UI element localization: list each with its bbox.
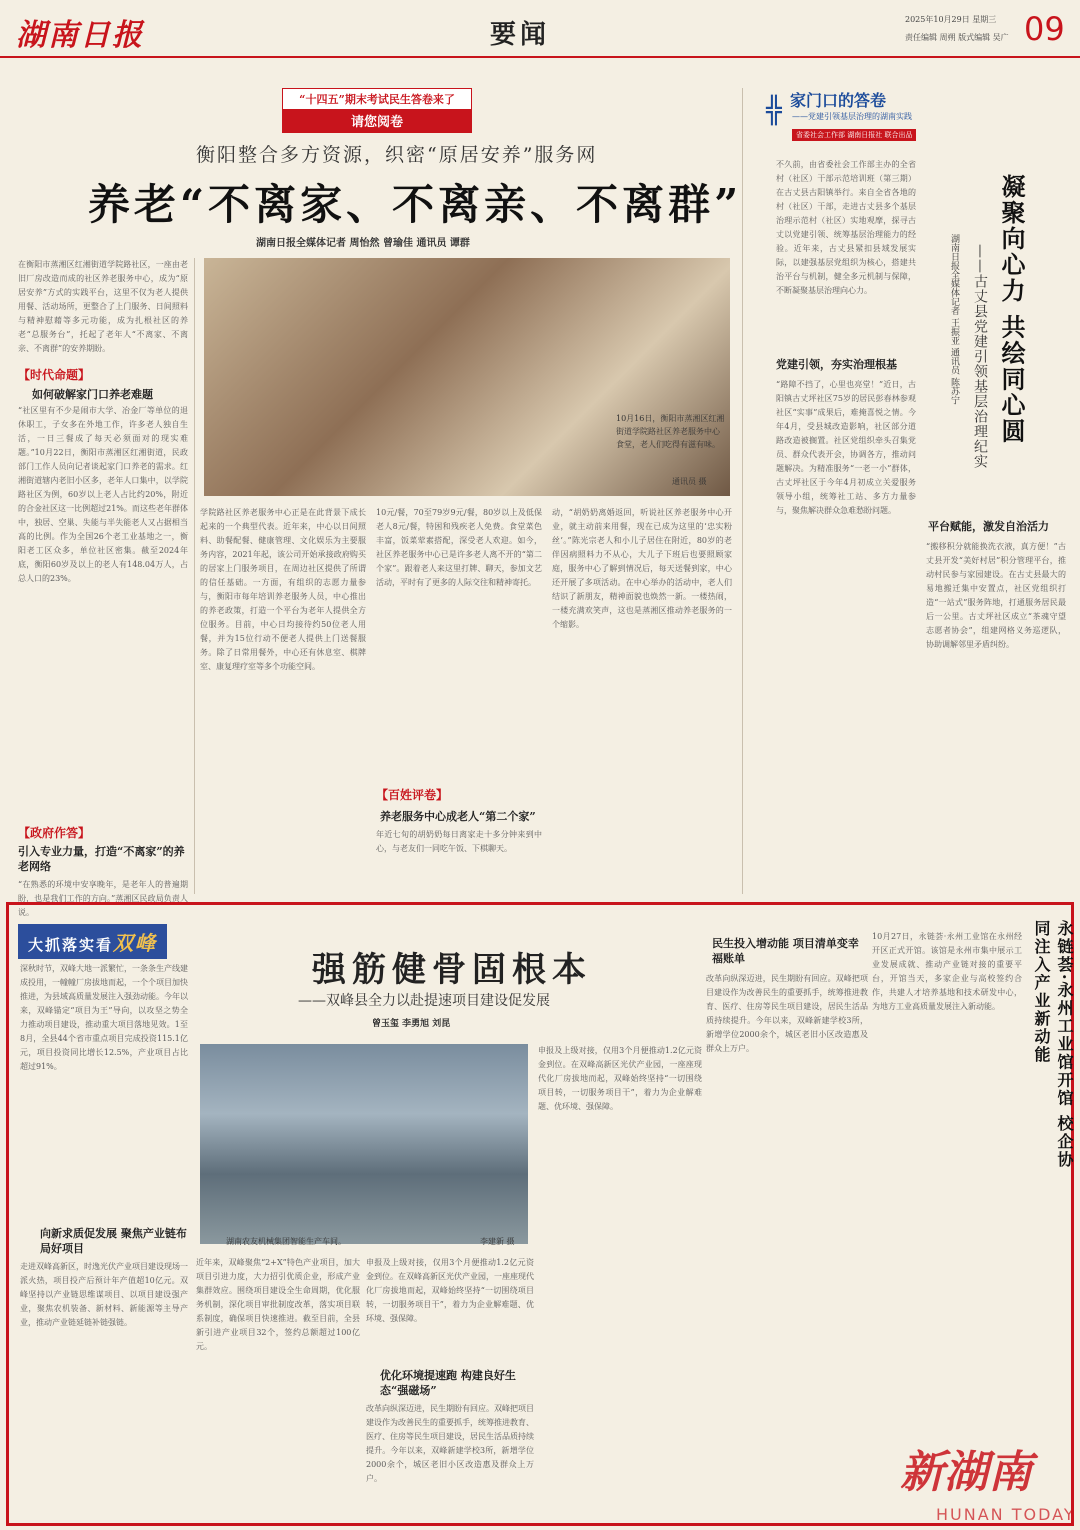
bottom-byline: 曾玉玺 李勇旭 刘昆	[372, 1019, 451, 1029]
series-kicker	[282, 88, 472, 133]
top-story-col2: 学院路社区养老服务中心正是在此背景下成长起来的一个典型代表。近年来，中心以日间照料、助餐配餐、健康管理、文化娱乐为主要服务内容，2021年起，该公司开始承接政府购买的居家上门服务项目，在周边社区提供了所谓的信任基础。一方面，有组织的志愿力量参与，衡阳市每年培训养老服务人员，中心推出的养老政策，打造一个平台为老年人提供全方位服务。目前，中心日均接待约50位老人用餐，并为15位行动不便老人提供上门送餐服务。除了日常用餐外，中心还有休息室、棋牌室、康复理疗室等多个功能空间。	[200, 508, 366, 671]
bottom-col5: 改革向纵深迈进，民生期盼有回应。双峰把项目建设作为改善民生的重要抓手，统筹推进教育、医疗、住房等民生项目建设，居民生活品质持续提升。今年以来，双峰新建学校3所，新增学位2000余个，城区老旧小区改造惠及群众上万户。	[706, 974, 868, 1053]
watermark-logo: 新湖南	[900, 1447, 1032, 1498]
bottom-col4: 申报及上级对接，仅用3个月便推动1.2亿元资金到位。在双峰高新区光伏产业园，一座座现代化厂房拔地而起，双峰始终坚持“一切围绕项目转，一切服务项目干”，着力为企业解难题、优环境、强保障。	[538, 1046, 702, 1111]
kicker-text: “十四五”期末考试民生答卷来了	[299, 93, 455, 106]
page-number: 09	[1024, 10, 1065, 48]
section-title-1: 如何破解家门口养老难题	[32, 388, 153, 401]
section-title: 要闻	[490, 20, 551, 50]
bottom-right-body: 10月27日，永链荟·永州工业馆在永州经开区正式开馆。该馆是永州市集中展示工业发展成就、推动产业链对接的重要平台，开馆当天，多家企业与高校签约合作，共建人才培养基地和技术研发中心，为地方工业高质量发展注入新动能。	[872, 932, 1022, 1011]
right-body-2: “搬移积分就能换洗衣液，真方便！”古丈县开发“美好村居”积分管理平台，推动村民参与家园建设。在古丈县最大的易地搬迁集中安置点，社区党组织打造“一站式”服务阵地，打通服务居民最后一公里。古丈坪社区成立“茶魂守望志愿者协会”，组建网格义务巡逻队，协助调解邻里矛盾纠纷。	[926, 542, 1066, 649]
column-tag-highlight: 双峰	[113, 931, 158, 955]
right-lead: 不久前，由省委社会工作部主办的全省村（社区）干部示范培训班（第三期）在古丈县古阳镇举行。来自全省各地的村（社区）干部，走进古丈县多个基层治理示范村（社区）实地观摩，探寻古丈以党建引领、统筹基层治理能力的经验。近年来，古丈县紧扣县域发展实际，以建强基层党组织为核心，搭建共治平台与机制，健全多元机制与保障，不断凝聚基层治理向心力。	[776, 160, 916, 295]
column-rule	[742, 88, 743, 894]
newspaper-logo: 湖南日报	[16, 18, 144, 53]
photo-caption: 10月16日，衡阳市蒸湘区红湘街道学院路社区养老服务中心食堂，老人们吃得有滋有味。	[616, 414, 725, 449]
column-rule	[194, 258, 195, 894]
bottom-headline: 强筋健骨固根本	[312, 950, 592, 990]
issue-date: 2025年10月29日 星期三	[905, 15, 997, 24]
series-header	[760, 88, 1060, 141]
section-label-3: 【百姓评卷】	[376, 788, 449, 802]
series-subtitle: ——党建引领基层治理的湖南实践	[792, 112, 912, 121]
bottom-right-headline: 永链荟·永州工业馆开馆 校企协同注入产业新动能	[1032, 920, 1074, 1170]
editor-credits: 责任编辑 周朔 版式编辑 吴广	[905, 33, 1009, 42]
series-logo-icon: ╬	[766, 96, 782, 126]
right-deck: ——古丈县党建引领基层治理纪实	[972, 244, 988, 469]
series-title: 家门口的答卷	[790, 91, 887, 110]
series-band: 省委社会工作部 湖南日报社 联合出品	[792, 129, 916, 141]
right-byline: 湖南日报全媒体记者 王振亚 通讯员 陈苏宁	[949, 234, 959, 405]
bottom-col3: 申报及上级对接，仅用3个月便推动1.2亿元资金到位。在双峰高新区光伏产业园，一座座现代化厂房拔地而起，双峰始终坚持“一切围绕项目转，一切服务项目干”，着力为企业解难题、优环境、强保障。	[366, 1258, 534, 1323]
photo2-caption: 湖南农友机械集团智能生产车间。	[226, 1237, 346, 1246]
bottom-col1b: 走进双峰高新区，时逸光伏产业项目建设现场一派火热，项目投产后预计年产值超10亿元。双峰坚持以产业链思维谋项目、以项目建设强产业，聚焦农机装备、新材料、新能源等主导产业，推动产业链延链补链强链。	[20, 1262, 188, 1327]
top-story-col1-tail: “在熟悉的环境中安享晚年，是老年人的普遍期盼，也是我们工作的方向。”蒸湘区民政局负责人说。	[18, 880, 188, 917]
bottom-subheading-3: 民生投入增动能 项目清单变幸福账单	[712, 937, 859, 965]
bottom-subheading-2: 优化环境提速跑 构建良好生态“强磁场”	[380, 1369, 516, 1397]
column-tag-text: 大抓落实看	[28, 936, 114, 954]
bottom-subheading-1: 向新求质促发展 聚焦产业链布局好项目	[40, 1227, 187, 1255]
right-body-1: “路障不挡了，心里也亮堂！”近日，古阳镇古丈坪社区75岁的居民彭春林参观社区“实事”成果后，难掩喜悦之情。今年4月，受县城改造影响，社区部分道路改造被搁置。社区党组织牵头召集党员、群众代表开会，协调各方，推动问题解决。为精准服务“一老一小”群体，古丈坪社区于今年4月初成立关爱服务领导小组，统筹社工站、多方力量参与，聚焦解决群众急难愁盼问题。	[776, 380, 916, 515]
bottom-col1: 深秋时节，双峰大地一派繁忙，一条条生产线建成投用，一幢幢厂房拔地而起，一个个项目加快推进，为县域高质量发展注入强劲动能。今年以来，双峰锚定“项目为王”导向，以攻坚之势全力推动项目建设，推动重大项目落地见效。1至8月，全县44个省市重点项目完成投资115.1亿元，项目投资同比增长12.5%，产业项目占比超过91%。	[20, 964, 188, 1071]
section-label-2: 【政府作答】	[18, 826, 91, 840]
elderly-dining-photo	[204, 258, 730, 496]
top-story-col1-body: “社区里有不少是闹市大学、冶金厂等单位的退休职工，子女多在外地工作，许多老人独自生活，一日三餐成了每天必须面对的现实难题。”10月22日，衡阳市蒸湘区红湘街道，民政部门工作人员向记者谈起家门口养老的需求。红湘街道辖内老旧小区多，老年人口集中，以学院路社区为例，60岁以上老人占比约20%，附近的合金社区这一比例超过21%。而这些老年群体中，独居、空巢、失能与半失能老人又占据相当高的比例。作为全国26个老工业基地之一，衡阳老工区众多，单位社区密集。截至2024年底，衡阳60岁及以上的老人有148.04万人，占总人口的23%。	[18, 406, 188, 583]
top-story-col4: 动，“胡奶奶离婚返回，听说社区养老服务中心开业，就主动前来用餐，现在已成为这里的‘忠实粉丝’。”陈光宗老人和小儿子居住在附近，80岁的老伴因病照料力不从心，大儿子下班后也要照顾家庭，服务中心了解到情况后，每天送餐到家，中心还开展了多项活动。在中心举办的活动中，老人们结识了新朋友，精神面貌也焕然一新。一楼热闹，一楼充满欢笑声，这也是蒸湘区推动养老服务的一个缩影。	[552, 508, 732, 629]
right-subheading-1: 党建引领，夯实治理根基	[776, 358, 897, 371]
section-label-1: 【时代命题】	[18, 368, 91, 382]
top-story-headline: 养老“不离家、不离亲、不离群”	[88, 180, 743, 229]
masthead	[0, 0, 1080, 58]
photo-credit: 通讯员 摄	[672, 477, 707, 486]
bottom-col3b: 改革向纵深迈进，民生期盼有回应。双峰把项目建设作为改善民生的重要抓手，统筹推进教育、医疗、住房等民生项目建设，居民生活品质持续提升。今年以来，双峰新建学校3所，新增学位2000余个，城区老旧小区改造惠及群众上万户。	[366, 1404, 534, 1483]
column-tag	[18, 924, 167, 959]
section-title-3: 养老服务中心成老人“第二个家”	[380, 810, 536, 823]
top-story-byline: 湖南日报全媒体记者 周怡然 曾瑜佳 通讯员 谭群	[256, 238, 470, 249]
right-headline: 凝聚向心力 共绘同心圆	[997, 174, 1026, 445]
kicker-subtext: 请您阅卷	[283, 109, 471, 132]
top-story-col3: 10元/餐，70至79岁9元/餐，80岁以上及低保老人8元/餐，特困和残疾老人免费。食堂菜色丰富，饭菜荤素搭配，深受老人欢迎。如今，社区养老服务中心已是许多老人离不开的“第二个家”。跟着老人来这里打牌、聊天，参加文艺活动，平时有了更多的人际交往和精神寄托。	[376, 508, 542, 587]
top-story-col3-tail: 年近七旬的胡奶奶每日离家走十多分钟来到中心，与老友们一同吃午饭、下棋聊天。	[376, 830, 542, 853]
right-subheading-2: 平台赋能，激发自治活力	[928, 520, 1049, 533]
section-title-2: 引入专业力量，打造“不离家”的养老网络	[18, 845, 185, 873]
bottom-deck: ——双峰县全力以赴提速项目建设促发展	[298, 993, 550, 1009]
bottom-col2: 近年来，双峰聚焦“2+X”特色产业项目，加大项目引进力度，大力招引优质企业，形成产业集群效应。围绕项目建设全生命周期，优化服务机制，深化项目审批制度改革，落实项目联系制度，确保项目快速推进。截至目前，全县新引进产业项目32个，签约总额超过100亿元。	[196, 1258, 360, 1351]
photo2-credit: 李建新 摄	[480, 1237, 515, 1246]
watermark-sub: HUNAN TODAY	[936, 1505, 1076, 1524]
factory-workshop-photo	[200, 1044, 528, 1244]
top-story-deck: 衡阳整合多方资源，织密“原居安养”服务网	[196, 144, 598, 166]
top-story-lead: 在衡阳市蒸湘区红湘街道学院路社区，一座由老旧厂房改造而成的社区养老服务中心，成为“原居安养”方式的实践平台，这里不仅为老人提供用餐、活动场所，更整合了上门服务、日间照料与精神慰藉等多元功能，成为扎根社区的养老“总服务台”，托起了老年人“不离家、不离亲、不离群”的安养期盼。	[18, 260, 188, 353]
